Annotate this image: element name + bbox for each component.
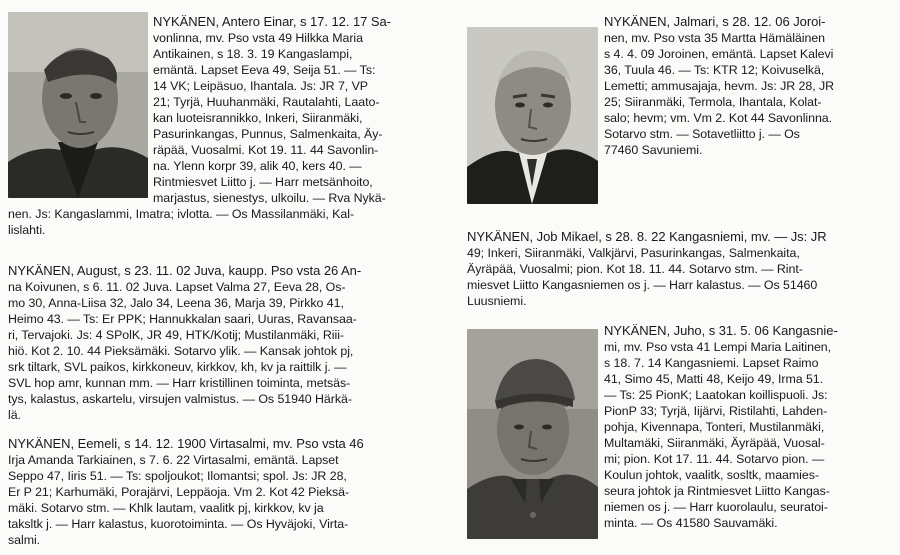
entry-line: srk tiltark, SVL paikos, kirkkoneuv, kirkkov, kh, kv ja raittilk j. — <box>8 360 347 374</box>
entry-line: Luusniemi. <box>467 294 527 308</box>
entry-line: 36, Tuula 46. — Ts: KTR 12; Koivuselkä, <box>604 63 825 77</box>
entry-line: Rintmiesvet Liitto j. — Harr metsänhoito, <box>153 175 373 189</box>
entry-line: mo 30, Anna-Liisa 32, Jalo 34, Leena 36, Marja 39, Pirkko 41, <box>8 296 344 310</box>
entry-line: salmi. <box>8 533 41 547</box>
entry-line: miesvet Liitto Kangasniemen os j. — Harr kalastus. — Os 51460 <box>467 278 818 292</box>
entry-line: vonlinna, mv. Pso vsta 49 Hilkka Maria <box>153 31 363 45</box>
entry-line: nen. Js: Kangaslammi, Imatra; ivlotta. — Os Massilanmäki, Kal- <box>8 207 355 221</box>
entry-line: Seppo 47, Iiris 51. — Ts: spoljoukot; Ilomantsi; spol. Js: JR 28, <box>8 469 347 483</box>
entry-line: lä. <box>8 408 21 422</box>
entry-line: PionP 33; Tyrjä, Iijärvi, Ristilahti, Lahden- <box>604 404 828 418</box>
entry-line: Er P 21; Karhumäki, Porajärvi, Leppäoja. Vm 2. Kot 42 Pieksä- <box>8 485 350 499</box>
entry-line: pohja, Kivennapa, Tonteri, Mustilanmäki, <box>604 420 825 434</box>
entry-line: SVL hop amr, kunnan mm. — Harr kristillinen toiminta, metsäs- <box>8 376 351 390</box>
entry-line: Multamäki, Siiranmäki, Äyräpää, Vuosal- <box>604 436 825 450</box>
entry-line: salo; hevm; vm. Vm 2. Kot 44 Savonlinna. <box>604 111 833 125</box>
entry-line: 21; Tyrjä, Huuhanmäki, Rautalahti, Laato- <box>153 95 380 109</box>
entry-line: Heimo 43. — Ts: Er PPK; Hannukkalan saari, Uuras, Ravansaa- <box>8 312 357 326</box>
entry-line: mi, mv. Pso vsta 41 Lempi Maria Laitinen, <box>604 340 832 354</box>
entry-line: na. Ylenn korpr 39, alik 40, kers 40. — <box>153 159 362 173</box>
entry-line: 41, Simo 45, Matti 48, Keijo 49, Irma 51. <box>604 372 824 386</box>
entry-line: NYKÄNEN, August, s 23. 11. 02 Juva, kaupp. Pso vsta 26 An- <box>8 263 362 278</box>
entry-line: Lemetti; ammusajaja, hevm. Js: JR 28, JR <box>604 79 835 93</box>
portrait-photo-jalmari <box>467 27 598 204</box>
entry-line: minta. — Os 41580 Sauvamäki. <box>604 516 778 530</box>
portrait-photo-antero <box>8 12 148 198</box>
entry-line: marjastus, sienestys, ulkoilu. — Rva Nykä- <box>153 191 386 205</box>
entry-line: 49; Inkeri, Siiranmäki, Valkjärvi, Pasurinkangas, Salmenkaita, <box>467 246 800 260</box>
entry-line: Pasurinkangas, Punnus, Salmenkaita, Äy- <box>153 127 383 141</box>
entry-line: kan luoteisrannikko, Inkeri, Siiranmäki, <box>153 111 363 125</box>
entry-line: tys, kalastus, askartelu, virsujen valmistus. — Os 51940 Härkä- <box>8 392 352 406</box>
entry-line: Antikainen, s 18. 3. 19 Kangaslampi, <box>153 47 353 61</box>
entry-line: Irja Amanda Tarkiainen, s 7. 6. 22 Virtasalmi, emäntä. Lapset <box>8 453 339 467</box>
entry-line: nen, mv. Pso vsta 35 Martta Hämäläinen <box>604 31 826 45</box>
entry-line: Äyräpää, Vuosalmi; pion. Kot 18. 11. 44. Sotarvo stm. — Rint- <box>467 262 803 276</box>
entry-line: s 18. 7. 14 Kangasniemi. Lapset Raimo <box>604 356 819 370</box>
entry-line: mäki. Sotarvo stm. — Khlk lautam, vaalitk pj, kirkkov, kv ja <box>8 501 324 515</box>
entry-line: seura johtok ja Rintmiesvet Liitto Kangas- <box>604 484 830 498</box>
entry-line: 25; Siiranmäki, Termola, Ihantala, Kolat- <box>604 95 822 109</box>
entry-line: hiö. Kot 2. 10. 44 Pieksämäki. Sotarvo ylik. — Kansak johtok pj, <box>8 344 354 358</box>
entry-line: NYKÄNEN, Juho, s 31. 5. 06 Kangasnie- <box>604 323 838 338</box>
portrait-photo-juho <box>467 329 598 539</box>
entry-line: NYKÄNEN, Eemeli, s 14. 12. 1900 Virtasalmi, mv. Pso vsta 46 <box>8 436 364 451</box>
entry-line: NYKÄNEN, Job Mikael, s 28. 8. 22 Kangasniemi, mv. — Js: JR <box>467 229 827 244</box>
entry-line: NYKÄNEN, Antero Einar, s 17. 12. 17 Sa- <box>153 14 391 29</box>
entry-line: lislahti. <box>8 223 46 237</box>
entry-line: räpää, Vuosalmi. Kot 19. 11. 44 Savonlin- <box>153 143 379 157</box>
entry-line: 14 VK; Leipäsuo, Ihantala. Js: JR 7, VP <box>153 79 369 93</box>
entry-line: ri, Tervajoki. Js: 4 SPolK, JR 49, HTK/Kotij; Mustilanmäki, Riii- <box>8 328 344 342</box>
entry-line: — Ts: 25 PionK; Laatokan koillispuoli. Js: <box>604 388 828 402</box>
entry-line: Koulun johtok, vaalitk, sosltk, maamies- <box>604 468 819 482</box>
entry-line: s 4. 4. 09 Joroinen, emäntä. Lapset Kalevi <box>604 47 834 61</box>
entry-line: 77460 Savuniemi. <box>604 143 703 157</box>
entry-line: mi; pion. Kot 17. 11. 44. Sotarvo pion. — <box>604 452 825 466</box>
entry-line: Sotarvo stm. — Sotavetliitto j. — Os <box>604 127 800 141</box>
entry-line: taksltk j. — Harr kalastus, kuorotoiminta. — Os Hyväjoki, Virta- <box>8 517 349 531</box>
entry-line: NYKÄNEN, Jalmari, s 28. 12. 06 Joroi- <box>604 14 826 29</box>
entry-line: niemen os j. — Harr kuorolaulu, seuratoi- <box>604 500 828 514</box>
entry-line: na Koivunen, s 6. 11. 02 Juva. Lapset Valma 27, Eeva 28, Os- <box>8 280 346 294</box>
entry-line: emäntä. Lapset Eeva 49, Seija 51. — Ts: <box>153 63 376 77</box>
